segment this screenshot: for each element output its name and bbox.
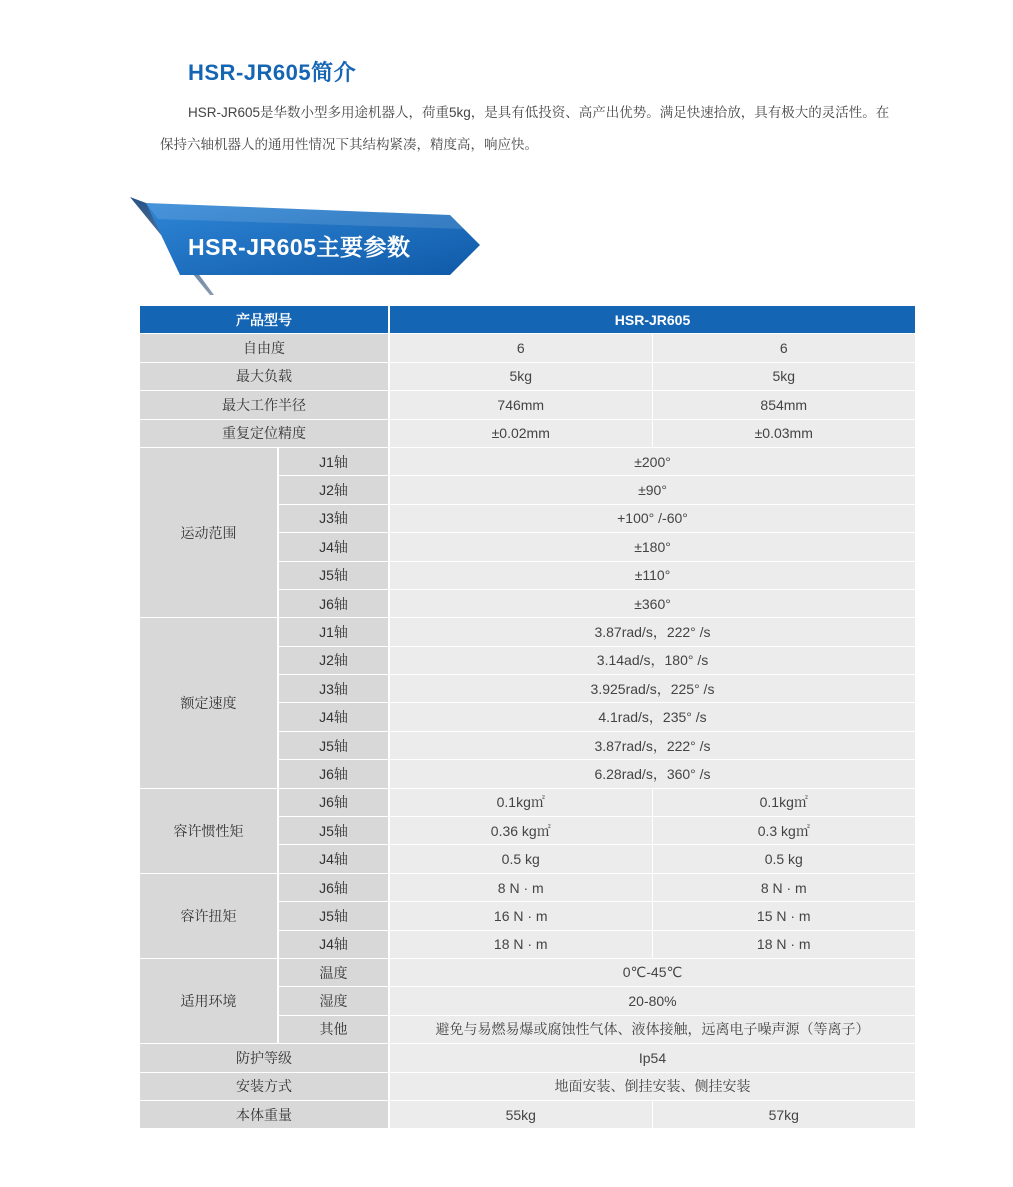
row-label: 防护等级 xyxy=(140,1044,389,1072)
axis-label: J5轴 xyxy=(278,817,389,845)
axis-label: J4轴 xyxy=(278,845,389,873)
axis-value: 0.1kg㎡ xyxy=(652,788,915,816)
env-label: 其他 xyxy=(278,1015,389,1043)
axis-value: 0.5 kg xyxy=(389,845,652,873)
row-label: 最大负载 xyxy=(140,362,389,390)
axis-label: J5轴 xyxy=(278,731,389,759)
axis-label: J4轴 xyxy=(278,930,389,958)
axis-value: 3.925rad/s，225° /s xyxy=(389,675,915,703)
axis-label: J4轴 xyxy=(278,533,389,561)
axis-label: J1轴 xyxy=(278,618,389,646)
row-label: 安装方式 xyxy=(140,1072,389,1100)
row-value: 地面安装、倒挂安装、侧挂安装 xyxy=(389,1072,915,1100)
axis-value: 18 N · m xyxy=(652,930,915,958)
intro-title: HSR-JR605简介 xyxy=(188,60,357,85)
axis-value: 18 N · m xyxy=(389,930,652,958)
group-label-motion-range: 运动范围 xyxy=(140,447,278,617)
axis-value: 0.3 kg㎡ xyxy=(652,817,915,845)
env-value: 20-80% xyxy=(389,987,915,1015)
row-value: 746mm xyxy=(389,391,652,419)
axis-value: ±200° xyxy=(389,447,915,475)
table-row xyxy=(140,334,915,362)
axis-label: J2轴 xyxy=(278,646,389,674)
axis-label: J6轴 xyxy=(278,760,389,788)
axis-value: 0.5 kg xyxy=(652,845,915,873)
axis-value: 16 N · m xyxy=(389,902,652,930)
row-value: 854mm xyxy=(652,391,915,419)
axis-value: 8 N · m xyxy=(389,873,652,901)
row-value: ±0.03mm xyxy=(652,419,915,447)
table-row xyxy=(140,447,915,475)
axis-value: 4.1rad/s，235° /s xyxy=(389,703,915,731)
axis-value: 8 N · m xyxy=(652,873,915,901)
axis-label: J3轴 xyxy=(278,504,389,532)
axis-value: ±90° xyxy=(389,476,915,504)
axis-label: J4轴 xyxy=(278,703,389,731)
axis-value: 3.87rad/s，222° /s xyxy=(389,618,915,646)
intro-text: HSR-JR605是华数小型多用途机器人，荷重5kg，是具有低投资、高产出优势。满足快速拾放，具有极大的灵活性。在保持六轴机器人的通用性情况下其结构紧凑，精度高，响应快。 xyxy=(160,105,890,152)
group-label-environment: 适用环境 xyxy=(140,958,278,1043)
env-label: 湿度 xyxy=(278,987,389,1015)
row-label: 重复定位精度 xyxy=(140,419,389,447)
table-row xyxy=(140,1044,915,1072)
row-value: 55kg xyxy=(389,1100,652,1128)
table-row xyxy=(140,391,915,419)
spec-table xyxy=(140,306,915,1129)
table-header-row xyxy=(140,306,915,334)
row-value: 6 xyxy=(389,334,652,362)
row-label: 自由度 xyxy=(140,334,389,362)
row-label: 本体重量 xyxy=(140,1100,389,1128)
axis-label: J1轴 xyxy=(278,447,389,475)
axis-label: J5轴 xyxy=(278,561,389,589)
table-row xyxy=(140,788,915,816)
intro-paragraph xyxy=(160,97,900,161)
axis-value: +100° /-60° xyxy=(389,504,915,532)
axis-label: J6轴 xyxy=(278,873,389,901)
axis-value: ±180° xyxy=(389,533,915,561)
group-label-rated-speed: 额定速度 xyxy=(140,618,278,788)
table-row xyxy=(140,1072,915,1100)
axis-label: J2轴 xyxy=(278,476,389,504)
env-value: 0℃-45℃ xyxy=(389,958,915,986)
row-value: ±0.02mm xyxy=(389,419,652,447)
axis-value: 6.28rad/s，360° /s xyxy=(389,760,915,788)
axis-value: ±110° xyxy=(389,561,915,589)
env-value: 避免与易燃易爆或腐蚀性气体、液体接触，远离电子噪声源（等离子） xyxy=(389,1015,915,1043)
axis-label: J5轴 xyxy=(278,902,389,930)
row-value: 5kg xyxy=(389,362,652,390)
env-label: 温度 xyxy=(278,958,389,986)
table-row xyxy=(140,873,915,901)
axis-value: 15 N · m xyxy=(652,902,915,930)
table-row xyxy=(140,1100,915,1128)
row-value: 57kg xyxy=(652,1100,915,1128)
header-model-name: HSR-JR605 xyxy=(389,306,915,334)
table-row xyxy=(140,618,915,646)
axis-label: J6轴 xyxy=(278,788,389,816)
axis-value: 0.36 kg㎡ xyxy=(389,817,652,845)
row-label: 最大工作半径 xyxy=(140,391,389,419)
row-value: 6 xyxy=(652,334,915,362)
axis-value: 0.1kg㎡ xyxy=(389,788,652,816)
table-row xyxy=(140,958,915,986)
table-row xyxy=(140,419,915,447)
banner-title: HSR-JR605主要参数 xyxy=(188,234,411,260)
table-row xyxy=(140,362,915,390)
section-banner xyxy=(128,195,488,300)
row-value: Ip54 xyxy=(389,1044,915,1072)
header-product-model: 产品型号 xyxy=(140,306,389,334)
axis-label: J6轴 xyxy=(278,589,389,617)
group-label-torque: 容许扭矩 xyxy=(140,873,278,958)
axis-label: J3轴 xyxy=(278,675,389,703)
axis-value: ±360° xyxy=(389,589,915,617)
axis-value: 3.14ad/s，180° /s xyxy=(389,646,915,674)
axis-value: 3.87rad/s，222° /s xyxy=(389,731,915,759)
row-value: 5kg xyxy=(652,362,915,390)
group-label-inertia: 容许惯性矩 xyxy=(140,788,278,873)
